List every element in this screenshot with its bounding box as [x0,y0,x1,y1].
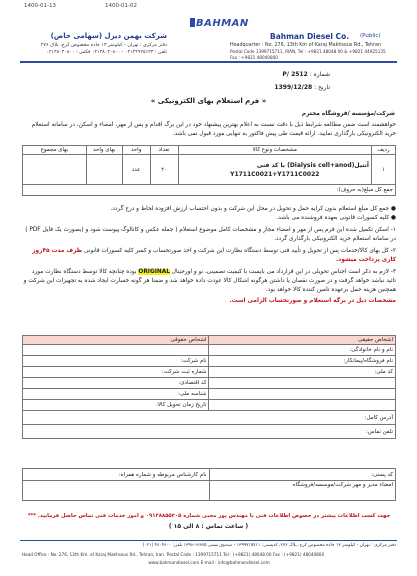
greeting: شرکت/مؤسسه /فروشگاه محترم [301,111,395,117]
top-date-right: 1400-01-02 [105,3,137,9]
table-row [23,155,396,185]
condition-5-text-c: نباشد خواهد گرفت و در صورت نقصان یا داشتن هرگونه اشکال کالا عودت داده خواهد شد و ضمنا هر گونه خسارت ایجاد شده به تجهیزات این شرکت و همچنین هزینه حمل برعهده تامین کننده کالا خواهد بود. [23,278,396,293]
required-info-note: مشخصات ذیل در برگه استعلام و صورتحساب الزامی است. [229,298,396,304]
row-unit-price [86,155,122,185]
table-row [23,367,396,378]
address-fa: دفتر مرکزی : تهران - کیلومتر ۱۳ جاده مخصوص کرج، پلاک ۲۷۶ [40,43,167,48]
legal-cell[interactable]: نام شرکت: [23,356,209,367]
condition-5-text-b: بوده چنانچه کالا توسط دستگاه نظارت مورد تائید [31,269,396,284]
table-row [23,400,396,411]
footer-address-en: Head Office : No. 276, 13th Km. of Karaj Makhsous Rd., Tehran, Iran. Postal Code : 1399715711 Tel : (+9821) 48048 00 Fax : (+9821) 48040800 [22,552,325,557]
sum-row [23,185,396,196]
address-en: Headquarter : No. 276, 13th Km of Karaj Makhsous Rd., Tehran [230,43,381,48]
footer-web: www.bahmandiesel.com E-mail : info@bahmandiesel.com [148,560,270,565]
phone-fa: تلفن : ۰۲۱۴۴۹۲۵۱۳۳ - ۰۲۱۴۸۰۴۰۸۰۰ فکس : ۰۲۱۴۸۰۴۰۸۰۰ [46,50,167,55]
footer-divider [20,540,397,541]
row-qty: ۲۰ [150,155,178,185]
header-unit-price: بهای واحد [86,146,122,155]
supplier-header-row [23,336,396,345]
row-total [23,155,87,185]
header-total: بهای مجموع [23,146,87,155]
items-table [22,145,396,196]
contact-note: جهت کسب اطلاعات بیشتر در خصوص اطلاعات فنی با مهندس پور محبی شماره ۰۹۱۲۸۸۵۵۲۰۵ و امور خدمات فنی تماس حاصل فرمایید. *** [27,513,391,519]
row-description [178,155,371,185]
condition-3: ۱- اسکن تکمیل شده این فرم پس از مهر و امضاء مجاز و مشخصات کامل موضوع استعلام ( جمله عکس و کاتالوگ پیوست شود و (بصورت یک فایل PDF ) در سامانه استعلام خرید الکترونیکی بارگذاری گردد. [25,227,396,242]
row-description-line1: آنتیل(Dialysis cell+anod) با کد فنی [256,161,369,169]
items-header-row [23,146,396,155]
payment-term: ظرف مدت ۴۵روز کاری پرداخت میشود. [32,248,396,263]
postal-en: Postal Code 1399715711, IRAN, Tel : +9821 48048 00 & +9821 44925135 [230,49,386,54]
condition-2: ● کلیه کسورات قانونی بعهده فروشنده می باشد. [276,215,396,221]
doc-number-value: P/ 2512 [282,71,308,78]
address-cell[interactable]: آدرس کامل: [23,411,396,425]
legal-cell[interactable]: کد اقتصادی: [23,378,209,389]
sum-label: جمع کل مبلغ(به حروف): [23,185,396,196]
header-divider [20,61,397,63]
bahman-logo: BAHMAN [196,18,249,29]
legal-cell[interactable] [23,345,209,356]
condition-4: ۲- کل بهای کالا/خدمات پس از تحویل و تأیید فنی توسط دستگاه نظارت این شرکت و اخذ صورتحساب و کسر کلیه کسورات قانونی ظرف مدت ۴۵روز کاری پرداخت میشود. [32,248,396,263]
phone-cell[interactable]: تلفن تماس: [23,425,396,439]
postal-code-cell[interactable]: کد پستی: [209,469,396,481]
table-row [23,389,396,400]
signature-table [22,468,396,501]
condition-1-text: جمع کل مبلغ استعلام بدون کرایه حمل و تحویل در محل این شرکت و بدون احتساب ارزش افزوده لحاظ و درج گردد. [110,206,390,212]
top-date-left: 1400-01-13 [24,3,56,9]
company-type-en: (Public) [360,33,381,39]
natural-cell[interactable] [209,389,396,400]
natural-cell[interactable] [209,378,396,389]
natural-cell[interactable] [209,400,396,411]
signature-header-row [23,469,396,481]
legal-cell[interactable]: شماره ثبت شرکت: [23,367,209,378]
contact-hours: ( ساعت تماس : ۸ الی ۱۵ ) [168,523,249,530]
table-row [23,378,396,389]
conditions [22,205,396,306]
signature-cell[interactable]: امضاء مدیر و مهر شرکت/موسسه/فروشگاه [209,481,396,501]
condition-5-text-a: لازم به ذکر است اجناس تحویلی در این قرارداد می بایست با کیفیت تضمینی، نو و اورجینال [171,269,389,275]
footer-address-fa: دفتر مرکزی : تهران - کیلومتر ۱۳ جاده مخصوص کرج، پلاک ۲۷۶، کدپستی: ۱۳۹۹۷۱۵۷۱۱ - صندوق پستی ۱۳۸۷۵-۱۳۹۸ تلفن: ۴۸۰۴۸۰۰ (۰۲۱) [142,543,396,548]
condition-2-text: کلیه کسورات قانونی بعهده فروشنده می باشد. [276,215,390,221]
doc-number-label: شماره : [309,71,330,78]
intro-paragraph: خواهشمند است ضمن مطالعه شرایط ذیل با دقت نسبت به اعلام بهترین پیشنهاد خود در این برگ اقدام و پس از مهر، امضاء و اسکن، در سامانه استعلام خرید الکترونیکی بارگذاری نمایید. ارائه قیمت طی پیش فاکتور به تنهایی مورد قبول نمی باشد. [31,122,396,137]
legal-cell[interactable]: تاریخ زمان تحویل کالا: [23,400,209,411]
signature-row [23,481,396,501]
expert-cell[interactable]: نام کارشناس مربوطه و شماره همراه: [23,469,210,481]
row-unit: عدد [122,155,150,185]
row-description-line2: Y1711C0021+Y1711C0022 [230,170,320,178]
condition-3-text: اسکن تکمیل شده این فرم پس از مهر و امضاء مجاز و مشخصات کامل موضوع استعلام ( جمله عکس و کاتالوگ پیوست شود و (بصورت یک فایل PDF ) در سامانه استعلام خرید الکترونیکی بارگذاری گردد. [25,227,396,242]
doc-number [240,71,330,78]
natural-cell[interactable]: نام و نام خانوادگی: [209,345,396,356]
doc-date-value: 1399/12/28 [274,84,313,91]
table-row [23,425,396,439]
company-name-en: Bahman Diesel Co. [270,32,350,41]
original-highlight: ORIGINAL [138,269,170,275]
natural-cell[interactable]: نام فروشگاه/پیمانکار: [209,356,396,367]
legal-entities-header: اشخاص حقوقی [23,336,209,345]
company-name-fa: شرکت بهمن دیزل (سهامی خاص) [50,32,167,40]
fax-en: Fax : +9821 48040800 [230,55,278,60]
bahman-logo-mark-icon [190,18,195,27]
doc-date [240,84,330,91]
header-index: ردیف [372,146,396,155]
natural-persons-header: اشخاص حقیقی [209,336,396,345]
legal-cell[interactable]: شناسه ملی: [23,389,209,400]
natural-cell[interactable]: کد ملی: [209,367,396,378]
row-index: ۱ [372,155,396,185]
header-qty: تعداد [150,146,178,155]
header-description: مشخصات ونوع کالا [178,146,371,155]
condition-4-text: کل بهای کالا/خدمات پس از تحویل و تأیید فنی توسط دستگاه نظارت این شرکت و اخذ صورتحساب و کسر کلیه کسورات قانونی [84,248,389,254]
supplier-table [22,335,396,439]
table-row [23,356,396,367]
table-row [23,345,396,356]
condition-5: ۳- لازم به ذکر است اجناس تحویلی در این قرارداد می بایست با کیفیت تضمینی، نو و اورجینال ORIGINAL بوده چنانچه کالا توسط دستگاه نظارت مورد تائید نباشد خواهد گرفت و در صورت نقصان یا داشتن هرگونه اشکال کالا عودت داده خواهد شد و ضمنا هر گونه خسارت ایجاد شده به تجهیزات این شرکت و همچنین هزینه حمل برعهده تامین کننده کالا خواهد بود. [23,269,396,293]
form-title: « فرم استعلام بهای الکترونیکی » [150,97,267,105]
condition-1: ● جمع کل مبلغ استعلام بدون کرایه حمل و تحویل در محل این شرکت و بدون احتساب ارزش افزوده لحاظ و درج گردد. [110,206,396,212]
header-unit: واحد [122,146,150,155]
doc-date-label: تاریخ : [314,84,330,91]
table-row [23,411,396,425]
